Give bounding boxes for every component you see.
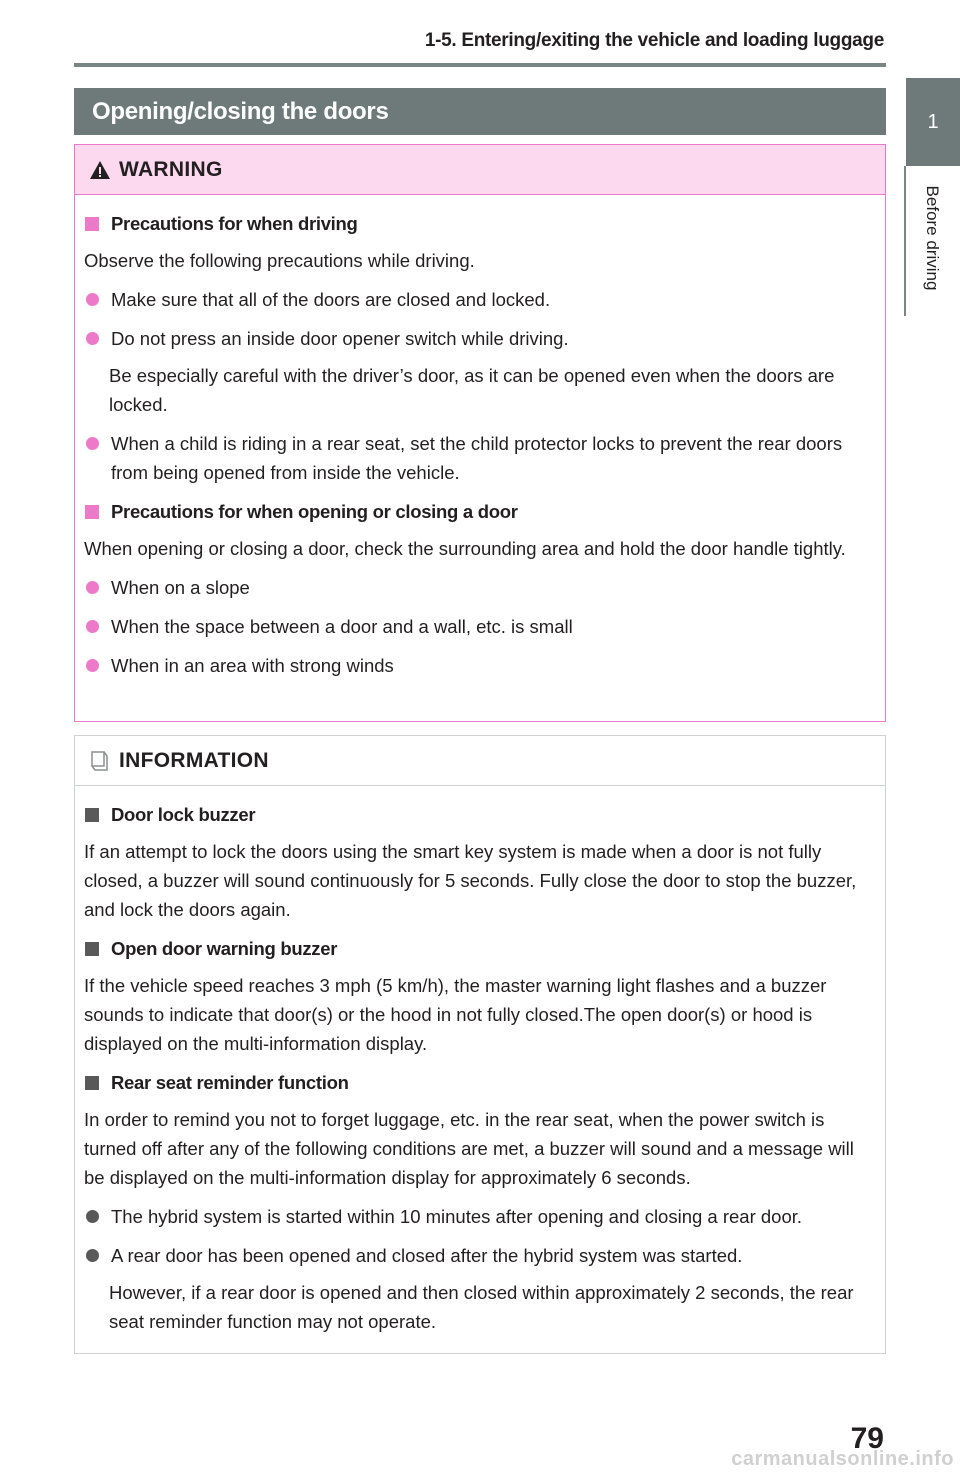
information-subheading-text: Door lock buzzer [111, 804, 256, 825]
information-header [75, 736, 885, 786]
book-icon [89, 749, 111, 773]
warning-subheading [84, 497, 873, 526]
warning-bullet [84, 429, 873, 487]
information-heading: INFORMATION [119, 748, 269, 772]
dot-bullet-icon [86, 332, 99, 345]
running-header: 1-5. Entering/exiting the vehicle and loading luggage [424, 30, 884, 51]
information-bullet-text: The hybrid system is started within 10 minutes after opening and closing a rear door. [111, 1206, 803, 1227]
header-rule [74, 63, 886, 67]
warning-bullet [84, 651, 873, 680]
dot-bullet-icon [86, 1249, 99, 1262]
information-paragraph: If an attempt to lock the doors using the smart key system is made when a door is not fully closed, a buzzer will sound continuously for 5 seconds. Fully close the door to stop the buzzer, and lock the doors again. [84, 841, 857, 920]
information-note: However, if a rear door is opened and then closed within approximately 2 seconds, the rear seat reminder function may not operate. [109, 1282, 854, 1332]
warning-subheading-text: Precautions for when driving [111, 213, 358, 234]
information-box [74, 735, 886, 1354]
warning-bullet-text: When in an area with strong winds [111, 655, 394, 676]
information-paragraph: If the vehicle speed reaches 3 mph (5 km/h), the master warning light flashes and a buzzer sounds to indicate that door(s) or the hood in not fully closed.The open door(s) or hood is displayed on the multi-information display. [84, 975, 827, 1054]
square-bullet-icon [85, 808, 99, 822]
information-bullet-text: A rear door has been opened and closed after the hybrid system was started. [111, 1245, 743, 1266]
dot-bullet-icon [86, 1210, 99, 1223]
warning-bullet-text: When on a slope [111, 577, 250, 598]
chapter-rule [904, 166, 906, 316]
information-subheading-text: Rear seat reminder function [111, 1072, 349, 1093]
information-bullet [84, 1241, 873, 1270]
information-subheading [84, 934, 873, 963]
warning-subheading-text: Precautions for when opening or closing a door [111, 501, 518, 522]
warning-header [75, 145, 885, 195]
warning-bullet-text: When a child is riding in a rear seat, set the child protector locks to prevent the rear doors from being opened from inside the vehicle. [111, 433, 843, 483]
dot-bullet-icon [86, 659, 99, 672]
dot-bullet-icon [86, 293, 99, 306]
dot-bullet-icon [86, 620, 99, 633]
chapter-tab: 1 [906, 78, 960, 166]
warning-triangle-icon [89, 160, 111, 180]
warning-bullet-text: Do not press an inside door opener switch while driving. [111, 328, 569, 349]
warning-subheading [84, 209, 873, 238]
warning-note: Be especially careful with the driver’s door, as it can be opened even when the doors are locked. [109, 365, 835, 415]
section-title: Opening/closing the doors [74, 88, 886, 135]
warning-paragraph: Observe the following precautions while driving. [84, 250, 475, 271]
watermark: carmanualsonline.info [731, 1448, 954, 1470]
information-paragraph: In order to remind you not to forget luggage, etc. in the rear seat, when the power switch is turned off after any of the following conditions are met, a buzzer will sound and a message will be displayed on the multi-information display for approximately 6 seconds. [84, 1109, 854, 1188]
warning-bullet [84, 612, 873, 641]
page-number: 79 [850, 1422, 884, 1455]
square-bullet-icon [85, 505, 99, 519]
warning-bullet-text: Make sure that all of the doors are closed and locked. [111, 289, 551, 310]
information-bullet [84, 1202, 873, 1231]
warning-bullet [84, 324, 873, 353]
square-bullet-icon [85, 1076, 99, 1090]
dot-bullet-icon [86, 581, 99, 594]
information-subheading [84, 1068, 873, 1097]
information-subheading-text: Open door warning buzzer [111, 938, 338, 959]
dot-bullet-icon [86, 437, 99, 450]
warning-bullet [84, 573, 873, 602]
square-bullet-icon [85, 217, 99, 231]
square-bullet-icon [85, 942, 99, 956]
warning-bullet-text: When the space between a door and a wall, etc. is small [111, 616, 573, 637]
chapter-label: Before driving [923, 185, 942, 291]
warning-heading: WARNING [119, 157, 223, 181]
information-body [75, 786, 885, 1336]
warning-body [75, 195, 885, 680]
warning-box [74, 144, 886, 722]
information-subheading [84, 800, 873, 829]
warning-bullet [84, 285, 873, 314]
warning-paragraph: When opening or closing a door, check the surrounding area and hold the door handle tightly. [84, 538, 846, 559]
